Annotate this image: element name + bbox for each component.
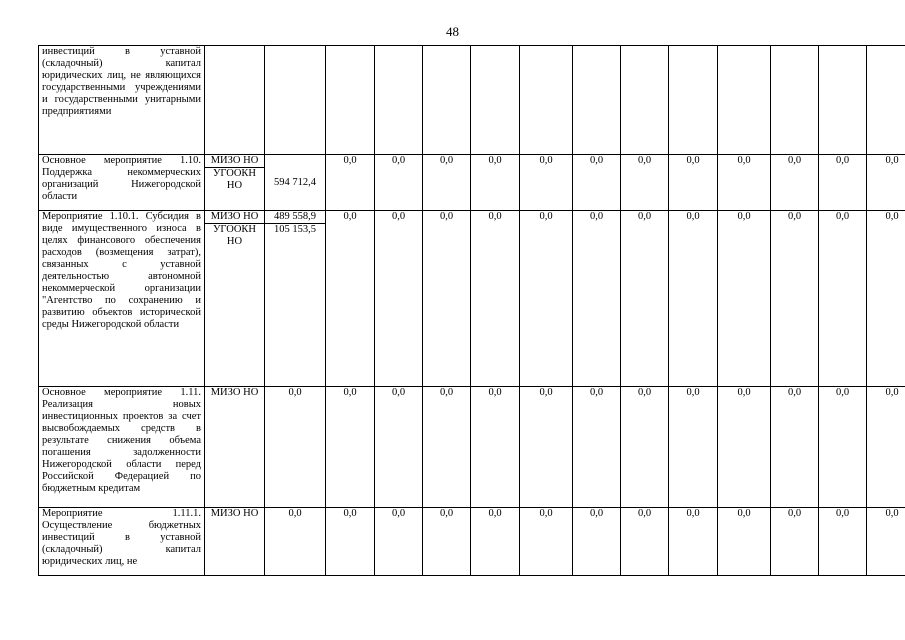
executor-cell [205, 387, 265, 508]
activity-name-cell: инвестиций в уставной (складочный) капитал юридических лиц, не являющихся государственными учреждениями и государственными унитарными предприятиями [39, 46, 205, 155]
value-cell: 0,0 [423, 155, 471, 211]
total-cell [265, 508, 326, 576]
value-cell [621, 46, 669, 155]
executor-name: МИЗО НО [210, 508, 259, 519]
executor-stack [208, 155, 261, 192]
value-cell: 0,0 [326, 155, 375, 211]
total-cell [265, 211, 326, 387]
value-cell: 0,0 [375, 211, 423, 387]
executor-name: МИЗО НО [210, 387, 259, 398]
total-value: 0,0 [288, 387, 302, 398]
total-stack [268, 211, 322, 236]
value-cell: 0,0 [669, 155, 718, 211]
executor-cell [205, 211, 265, 387]
total-cell [265, 46, 326, 155]
value-cell [669, 46, 718, 155]
value-cell: 0,0 [423, 508, 471, 576]
value-cell: 0,0 [771, 508, 819, 576]
value-cell [867, 46, 905, 155]
value-cell: 0,0 [375, 387, 423, 508]
value-cell [375, 46, 423, 155]
page-number: 48 [446, 24, 459, 39]
value-cell [771, 46, 819, 155]
table-row [39, 46, 905, 155]
activity-name-cell: Основное мероприятие 1.11. Реализация новых инвестиционных проектов за счет высвобождаемых средств в результате снижения объема погашения задолженности Нижегородской области перед Российской Федерацией по бюджетным кредитам [39, 387, 205, 508]
budget-table [38, 45, 905, 576]
table-row [39, 508, 905, 576]
total-cell [265, 155, 326, 211]
value-cell: 0,0 [573, 155, 621, 211]
executor-name: МИЗО НО [205, 155, 264, 168]
executor-name: УГООКН НО [213, 168, 256, 191]
value-cell: 0,0 [669, 211, 718, 387]
value-cell: 0,0 [867, 508, 905, 576]
executor-cell [205, 46, 265, 155]
value-cell: 0,0 [520, 387, 573, 508]
value-cell: 0,0 [669, 387, 718, 508]
value-cell [718, 46, 771, 155]
total-value: 0,0 [288, 508, 302, 519]
value-cell [471, 46, 520, 155]
value-cell: 0,0 [520, 155, 573, 211]
total-value: 489 558,9 [265, 211, 325, 224]
value-cell: 0,0 [471, 211, 520, 387]
table-row [39, 387, 905, 508]
executor-cell [205, 155, 265, 211]
value-cell: 0,0 [819, 155, 867, 211]
value-cell: 0,0 [520, 508, 573, 576]
value-cell: 0,0 [471, 155, 520, 211]
executor-name: МИЗО НО [205, 211, 264, 224]
value-cell: 0,0 [621, 387, 669, 508]
value-cell: 0,0 [573, 387, 621, 508]
value-cell: 0,0 [867, 155, 905, 211]
value-cell: 0,0 [718, 508, 771, 576]
value-cell [520, 46, 573, 155]
value-cell: 0,0 [867, 211, 905, 387]
total-value: 594 712,4 [274, 176, 316, 188]
value-cell: 0,0 [573, 508, 621, 576]
value-cell [423, 46, 471, 155]
value-cell: 0,0 [771, 155, 819, 211]
value-cell: 0,0 [423, 387, 471, 508]
value-cell: 0,0 [771, 387, 819, 508]
executor-name: УГООКН НО [213, 224, 256, 247]
value-cell: 0,0 [867, 387, 905, 508]
value-cell: 0,0 [621, 155, 669, 211]
activity-name-cell: Мероприятие 1.11.1. Осуществление бюджетных инвестиций в уставной (складочный) капитал юридических лиц, не [39, 508, 205, 576]
value-cell: 0,0 [375, 508, 423, 576]
table-row [39, 211, 905, 387]
value-cell: 0,0 [718, 387, 771, 508]
total-value: 105 153,5 [274, 224, 316, 235]
value-cell: 0,0 [819, 387, 867, 508]
activity-name-cell: Мероприятие 1.10.1. Субсидия в виде имущественного износа в целях финансового обеспечения расходов (возмещения затрат), связанных с уставной деятельностью автономной некоммерческой организации "Агентство по сохранению и развитию объектов исторической среды Нижегородской области [39, 211, 205, 387]
value-cell: 0,0 [326, 387, 375, 508]
value-cell: 0,0 [718, 211, 771, 387]
value-cell: 0,0 [669, 508, 718, 576]
value-cell: 0,0 [771, 211, 819, 387]
value-cell [326, 46, 375, 155]
value-cell: 0,0 [718, 155, 771, 211]
value-cell [819, 46, 867, 155]
value-cell: 0,0 [471, 387, 520, 508]
table-row [39, 155, 905, 211]
value-cell: 0,0 [520, 211, 573, 387]
value-cell: 0,0 [375, 155, 423, 211]
value-cell: 0,0 [573, 211, 621, 387]
value-cell: 0,0 [621, 508, 669, 576]
total-cell [265, 387, 326, 508]
activity-name-cell: Основное мероприятие 1.10. Поддержка некоммерческих организаций Нижегородской области [39, 155, 205, 211]
value-cell: 0,0 [471, 508, 520, 576]
value-cell: 0,0 [819, 508, 867, 576]
value-cell: 0,0 [819, 211, 867, 387]
value-cell: 0,0 [326, 211, 375, 387]
executor-cell [205, 508, 265, 576]
executor-stack [208, 211, 261, 248]
value-cell: 0,0 [326, 508, 375, 576]
value-cell [573, 46, 621, 155]
value-cell: 0,0 [621, 211, 669, 387]
value-cell: 0,0 [423, 211, 471, 387]
